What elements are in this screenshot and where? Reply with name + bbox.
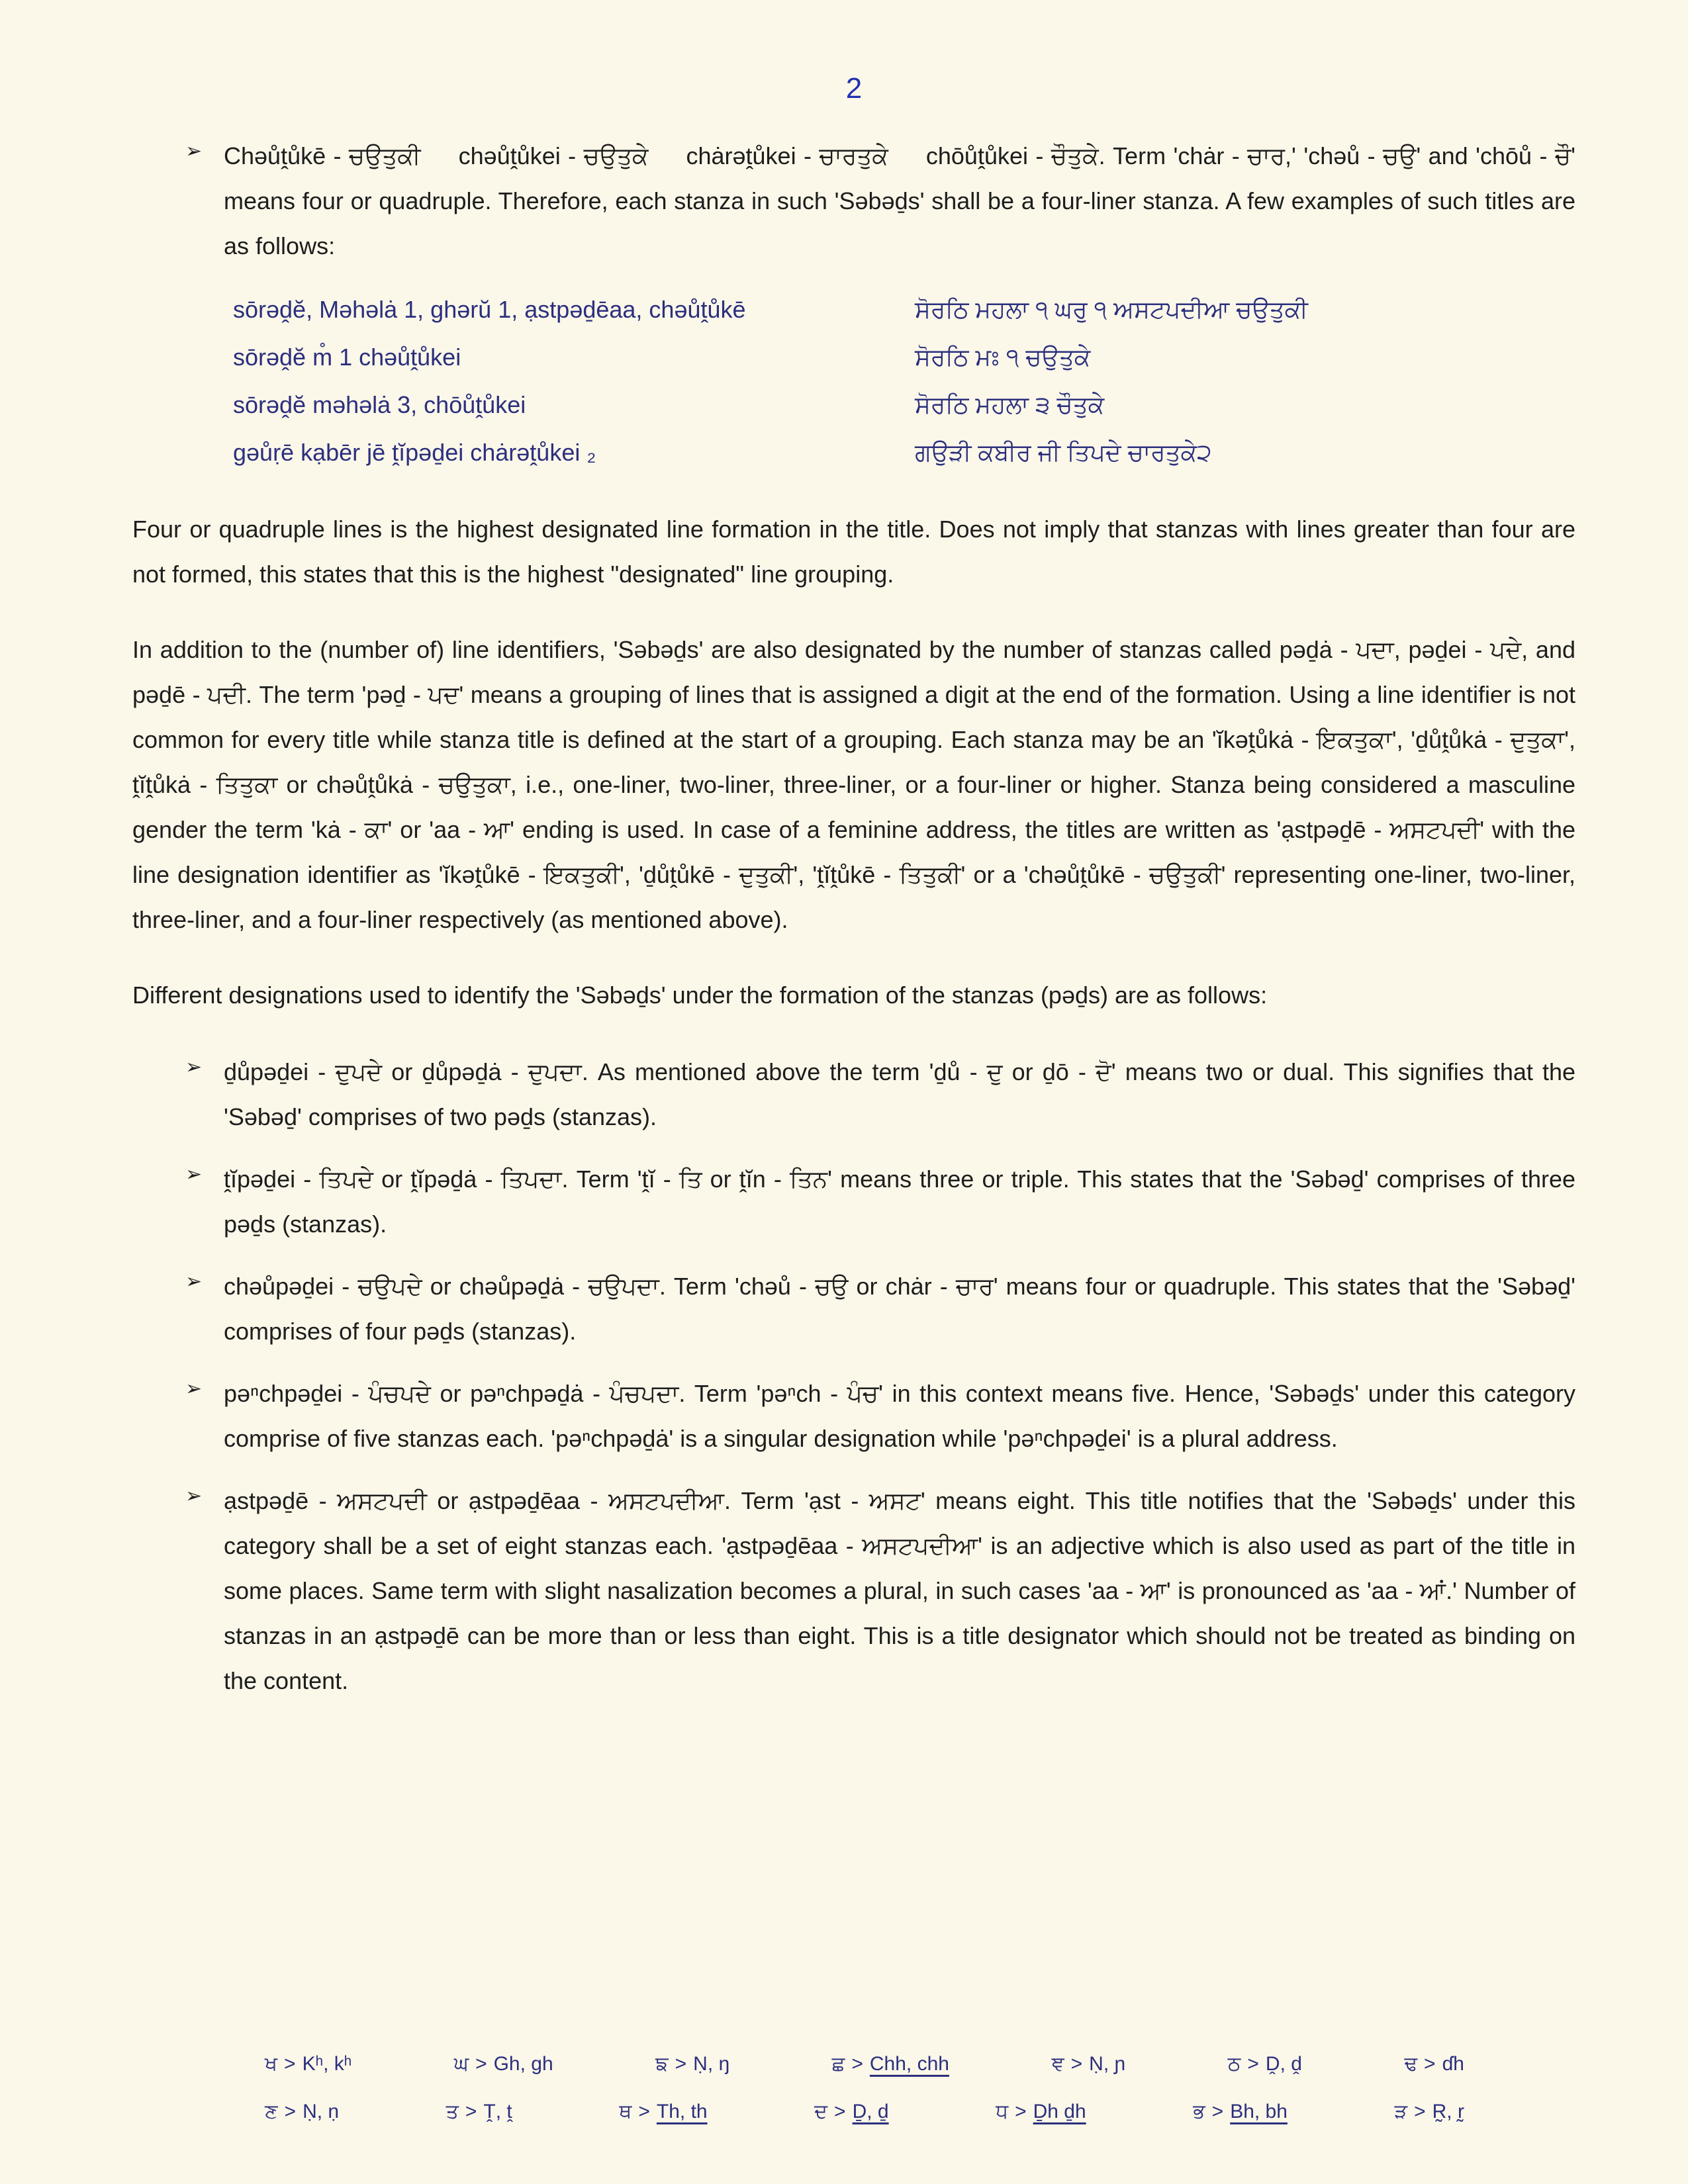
legend-latin-mapping: Ḏ, ḏ [852,2101,889,2122]
legend-latin-mapping: Gh, gh [493,2053,553,2075]
designation-item-panchpadei [132,1371,1575,1461]
legend-cell [1395,2101,1464,2123]
legend-cell [265,2053,352,2075]
phonetic-legend [132,2053,1575,2184]
legend-separator: > [1414,2101,1426,2122]
legend-gurmukhi-letter: ਣ [265,2101,278,2122]
designation-item-text: ṱĭpəḏei - ਤਿਪਦੇ or ṱĭpəḏȧ - ਤਿਪਦਾ. Term 'ṱĭ - ਤਿ or ṱĭn - ਤਿਨ' means three or triple. This states that the 'Səbəḏ' comprises of three pəḏs (stanzas). [224,1165,1575,1238]
example-row [233,334,1575,381]
legend-cell [814,2101,888,2123]
legend-gurmukhi-letter: ਠ [1227,2053,1241,2075]
page-number: 2 [845,72,863,105]
legend-latin-mapping: Th, th [656,2101,708,2122]
example-gurmukhi: ਸੋਰਠਿ ਮਃ ੧ ਚਉਤੁਕੇ [915,343,1091,371]
legend-separator: > [1247,2053,1259,2075]
designation-item-tipadei [132,1157,1575,1247]
designation-item-chaupadei [132,1264,1575,1354]
legend-cell [265,2101,339,2123]
designation-item-astpadei [132,1479,1575,1704]
designation-item-text: ạstpəḏē - ਅਸਟਪਦੀ or ạstpəḏēaa - ਅਸਟਪਦੀਆ. Term 'ạst - ਅਸਟ' means eight. This title notifies that the 'Səbəḏs' under this category shall be a set of eight stanzas each. 'ạstpəḏēaa - ਅਸਟਪਦੀਆ' is an adjective which is also used as part of the title in some places. Same term with slight nasalization becomes a plural, in such cases 'aa - ਆ' is pronounced as 'aa - ਆਂ.' Number of stanzas in an ạstpəḏē can be more than or less than eight. This is a title designator which should not be treated as binding on the content. [224,1487,1575,1694]
legend-gurmukhi-letter: ਖ [265,2053,278,2075]
legend-separator: > [465,2101,477,2122]
legend-gurmukhi-letter: ਦ [814,2101,828,2122]
legend-latin-mapping: Bh, bh [1230,2101,1288,2122]
legend-gurmukhi-letter: ਞ [1051,2053,1064,2075]
legend-cell [1404,2053,1464,2075]
arrow-bullet-icon: ➢ [185,140,203,162]
paragraph-stanza-designation: In addition to the (number of) line identifiers, 'Səbəḏs' are also designated by the number of stanzas called pəḏȧ - ਪਦਾ, pəḏei - ਪਦੇ, and pəḏē - ਪਦੀ. The term 'pəḏ - ਪਦ' means a grouping of lines that is assigned a digit at the end of the formation. Using a line identifier is not common for every title while stanza title is defined at the start of a grouping. Each stanza may be an 'ĭkəṱůkȧ - ਇਕਤੁਕਾ', 'ḏůṱůkȧ - ਦੁਤੁਕਾ', ṱĭṱůkȧ - ਤਿਤੁਕਾ or chəůṱůkȧ - ਚਉਤੁਕਾ, i.e., one-liner, two-liner, three-liner, or a four-liner or higher. Stanza being considered a masculine gender the term 'kȧ - ਕਾ' or 'aa - ਆ' ending is used. In case of a feminine address, the titles are written as 'ạstpəḏē - ਅਸਟਪਦੀ' with the line designation identifier as 'ĭkəṱůkē - ਇਕਤੁਕੀ', 'ḏůṱůkē - ਦੁਤੁਕੀ', 'ṱĭṱůkē - ਤਿਤੁਕੀ' or a 'chəůṱůkē - ਚਉਤੁਕੀ' representing one-liner, two-liner, three-liner, and a four-liner respectively (as mentioned above). [132,636,1575,933]
legend-latin-mapping: Ṇ, ɲ [1089,2053,1126,2075]
arrow-bullet-icon: ➢ [185,1163,203,1185]
legend-gurmukhi-letter: ਧ [996,2101,1009,2122]
example-transliteration: sōrəḓĕ m̊ 1 chəůṱůkei [233,343,461,371]
arrow-bullet-icon: ➢ [185,1378,203,1400]
legend-cell [1193,2101,1288,2123]
legend-separator: > [638,2101,650,2122]
legend-cell [619,2101,707,2123]
title-examples-block [233,286,1575,477]
legend-separator: > [851,2053,863,2075]
designation-list [132,1050,1575,1721]
legend-cell [1228,2053,1302,2075]
legend-latin-mapping: Ṇ, ṇ [303,2101,340,2122]
example-row [233,429,1575,477]
legend-row-1 [265,2053,1464,2075]
legend-separator: > [284,2053,296,2075]
example-transliteration: sōrəḓĕ məhəlȧ 3, chōůṱůkei [233,391,526,418]
example-gurmukhi: ਗਉੜੀ ਕਬੀਰ ਜੀ ਤਿਪਦੇ ਚਾਰਤੁਕੇ੨ [915,439,1212,466]
legend-cell [454,2053,553,2075]
legend-latin-mapping: Ṱ, ṱ [483,2101,512,2122]
legend-gurmukhi-letter: ਘ [453,2053,469,2075]
legend-latin-mapping: Ḏh ḏh [1033,2101,1086,2122]
legend-cell [832,2053,949,2075]
legend-latin-mapping: Kʰ, kʰ [302,2053,352,2075]
example-gurmukhi: ਸੋਰਠਿ ਮਹਲਾ ੩ ਚੌਤੁਕੇ [915,391,1105,418]
legend-latin-mapping: Ḓ, ḓ [1265,2053,1302,2075]
intro-bullet [132,134,1575,269]
legend-separator: > [1211,2101,1224,2122]
legend-cell [1051,2053,1125,2075]
example-transliteration: gəůṛē kạbēr jē ṱĭpəḏei chȧrəṱůkei ₂ [233,439,596,466]
legend-gurmukhi-letter: ਤ [445,2101,459,2122]
designation-item-text: ḏůpəḏei - ਦੁਪਦੇ or ḏůpəḏȧ - ਦੁਪਦਾ. As mentioned above the term 'ḏů - ਦੁ or ḏō - ਦੋ' means two or dual. This signifies that the 'Səbəḏ' comprises of two pəḏs (stanzas). [224,1058,1575,1130]
legend-latin-mapping: ɗh [1442,2053,1464,2075]
legend-separator: > [284,2101,297,2122]
example-row [233,286,1575,334]
arrow-bullet-icon: ➢ [185,1271,203,1293]
designation-item-text: pəⁿchpəḏei - ਪੰਚਪਦੇ or pəⁿchpəḏȧ - ਪੰਚਪਦਾ. Term 'pəⁿch - ਪੰਚ' in this context means five. Hence, 'Səbəḏs' under this category comprise of five stanzas each. 'pəⁿchpəḏȧ' is a singular designation while 'pəⁿchpəḏei' is a plural address. [224,1380,1575,1452]
legend-gurmukhi-letter: ਢ [1404,2053,1418,2075]
paragraph-highest-designated: Four or quadruple lines is the highest designated line formation in the title. Does not imply that stanzas with lines greater than four are not formed, this states that this is the highest "designated" line grouping. [132,516,1575,588]
designation-item-dupadei [132,1050,1575,1140]
designation-item-text: chəůpəḏei - ਚਉਪਦੇ or chəůpəḏȧ - ਚਉਪਦਾ. Term 'chəů - ਚਉ or chȧr - ਚਾਰ' means four or quadruple. This states that the 'Səbəḏ' comprises of four pəḏs (stanzas). [224,1273,1575,1345]
legend-latin-mapping: R̰, r̰ [1432,2101,1464,2122]
legend-cell [655,2053,729,2075]
legend-row-2 [265,2101,1464,2123]
legend-separator: > [1424,2053,1436,2075]
legend-separator: > [675,2053,687,2075]
legend-gurmukhi-letter: ਙ [655,2053,669,2075]
legend-separator: > [475,2053,487,2075]
legend-latin-mapping: Chh, chh [869,2053,949,2075]
legend-cell [446,2101,512,2123]
arrow-bullet-icon: ➢ [185,1485,203,1507]
legend-cell [996,2101,1086,2123]
example-row [233,381,1575,429]
legend-separator: > [834,2101,846,2122]
legend-gurmukhi-letter: ਛ [831,2053,845,2075]
legend-separator: > [1070,2053,1083,2075]
legend-gurmukhi-letter: ਭ [1193,2101,1205,2122]
example-gurmukhi: ਸੋਰਠਿ ਮਹਲਾ ੧ ਘਰੁ ੧ ਅਸਟਪਦੀਆ ਚਉਤੁਕੀ [915,296,1308,323]
legend-separator: > [1015,2101,1027,2122]
arrow-bullet-icon: ➢ [185,1056,203,1078]
example-transliteration: sōrəḓĕ, Məhəlȧ 1, ghərŭ 1, ạstpəḏēaa, chəůṱůkē [233,296,746,323]
legend-gurmukhi-letter: ਥ [619,2101,632,2122]
legend-gurmukhi-letter: ੜ [1394,2101,1408,2122]
paragraph-different-designations: Different designations used to identify the 'Səbəḏs' under the formation of the stanzas (pəḏs) are as follows: [132,981,1268,1009]
legend-latin-mapping: Ṇ, ŋ [693,2053,730,2075]
intro-bullet-text: Chəůṱůkē - ਚਉਤੁਕੀ chəůṱůkei - ਚਉਤੁਕੇ chȧrəṱůkei - ਚਾਰਤੁਕੇ chōůṱůkei - ਚੌਤੁਕੇ. Term 'chȧr - ਚਾਰ,' 'chəů - ਚਉ' and 'chōů - ਚੌ' means four or quadruple. Therefore, each stanza in such 'Səbəḏs' shall be a four-liner stanza. A few examples of such titles are as follows: [224,142,1575,259]
